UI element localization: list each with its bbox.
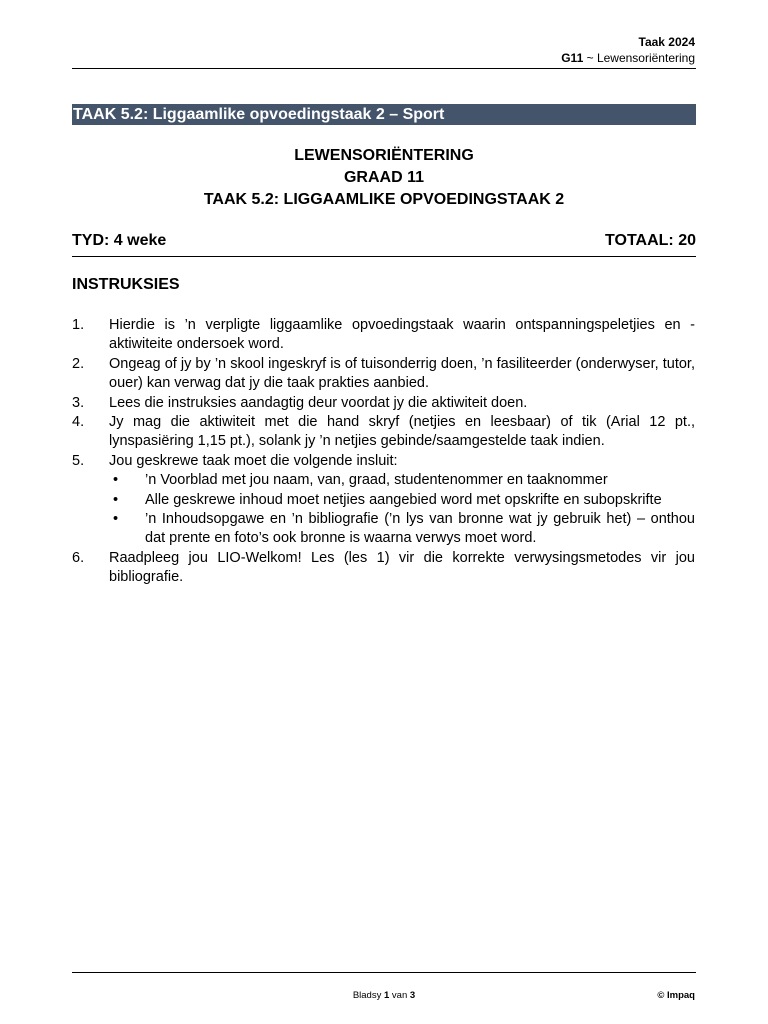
page-total: 3 (409, 990, 416, 1001)
page-prefix: Bladsy (352, 990, 384, 1001)
instructions-list (72, 316, 695, 588)
page-current: 1 (383, 990, 390, 1001)
item-text: Lees die instruksies aandagtig deur voordat jy die aktiwiteit doen. (109, 394, 528, 411)
item-text: Hierdie is ’n verpligte liggaamlike opvoedingstaak waarin ontspanningspeletjies en -aktiwiteite ondersoek word. (109, 317, 695, 353)
item-number: 5. (72, 452, 85, 469)
item-number: 3. (72, 394, 85, 411)
item-text: Jou geskrewe taak moet die volgende insluit: (109, 452, 398, 469)
list-item (72, 394, 695, 413)
bullet-text: ’n Inhoudsopgawe en ’n bibliografie (’n lys van bronne wat jy gebruik het) – onthou dat prente en foto’s ook bronne is waarna verwys moet word. (145, 511, 695, 547)
time-total-row (72, 231, 696, 251)
meta-divider (72, 256, 696, 257)
header-divider (72, 68, 696, 69)
page-header (561, 34, 695, 66)
item-body (109, 452, 695, 549)
bullet-item (109, 471, 695, 490)
list-item (72, 316, 695, 355)
footer-divider (72, 972, 696, 973)
list-item (72, 413, 695, 452)
header-subject: Lewensoriëntering (596, 51, 695, 65)
copyright: © Impaq (657, 990, 695, 1001)
item-number: 1. (72, 317, 85, 333)
item-number: 4. (72, 414, 85, 431)
list-item (72, 452, 695, 549)
task-banner: TAAK 5.2: Liggaamlike opvoedingstaak 2 – Sport (72, 104, 696, 125)
bullet-text: Alle geskrewe inhoud moet netjies aangebied word met opskrifte en subopskrifte (145, 491, 662, 508)
item-number: 6. (72, 549, 85, 566)
header-task-year: Taak 2024 (638, 35, 695, 49)
title-grade: GRAAD 11 (343, 169, 425, 186)
title-task: TAAK 5.2: LIGGAAMLIKE OPVOEDINGSTAAK 2 (203, 191, 565, 208)
item-text: Jy mag die aktiwiteit met die hand skryf (netjies en leesbaar) of tik (Arial 12 pt., lynspasiëring 1,15 pt.), solank jy ’n netjies gebinde/saamgestelde taak indien. (109, 414, 695, 450)
list-item (72, 549, 695, 588)
bullet-icon: • (113, 511, 119, 528)
bullet-icon: • (113, 472, 119, 489)
title-subject: LEWENSORIËNTERING (294, 147, 474, 164)
instructions-heading: INSTRUKSIES (72, 276, 180, 293)
item-number: 2. (72, 355, 85, 372)
bullet-item (109, 510, 695, 549)
item-text: Ongeag of jy by ’n skool ingeskryf is of tuisonderrig doen, ’n fasiliteerder (onderwyser, tutor, ouer) kan verwag dat jy die taak prakties aanbied. (109, 355, 695, 392)
bullet-icon: • (113, 491, 119, 508)
time-label: TYD: 4 weke (72, 232, 167, 249)
item-text: Raadpleeg jou LIO-Welkom! Les (les 1) vir die korrekte verwysingsmetodes vir jou bibliografie. (109, 549, 695, 586)
document-title (72, 145, 696, 211)
header-grade-subject (561, 50, 695, 66)
header-grade: G11 (561, 51, 584, 65)
page-mid: van (389, 990, 410, 1001)
list-item (72, 355, 695, 394)
header-separator: ~ (583, 51, 597, 65)
page-number (0, 990, 768, 1001)
bullet-item (109, 491, 695, 510)
total-label: TOTAAL: 20 (605, 232, 696, 249)
bullet-text: ’n Voorblad met jou naam, van, graad, studentenommer en taaknommer (145, 472, 608, 489)
